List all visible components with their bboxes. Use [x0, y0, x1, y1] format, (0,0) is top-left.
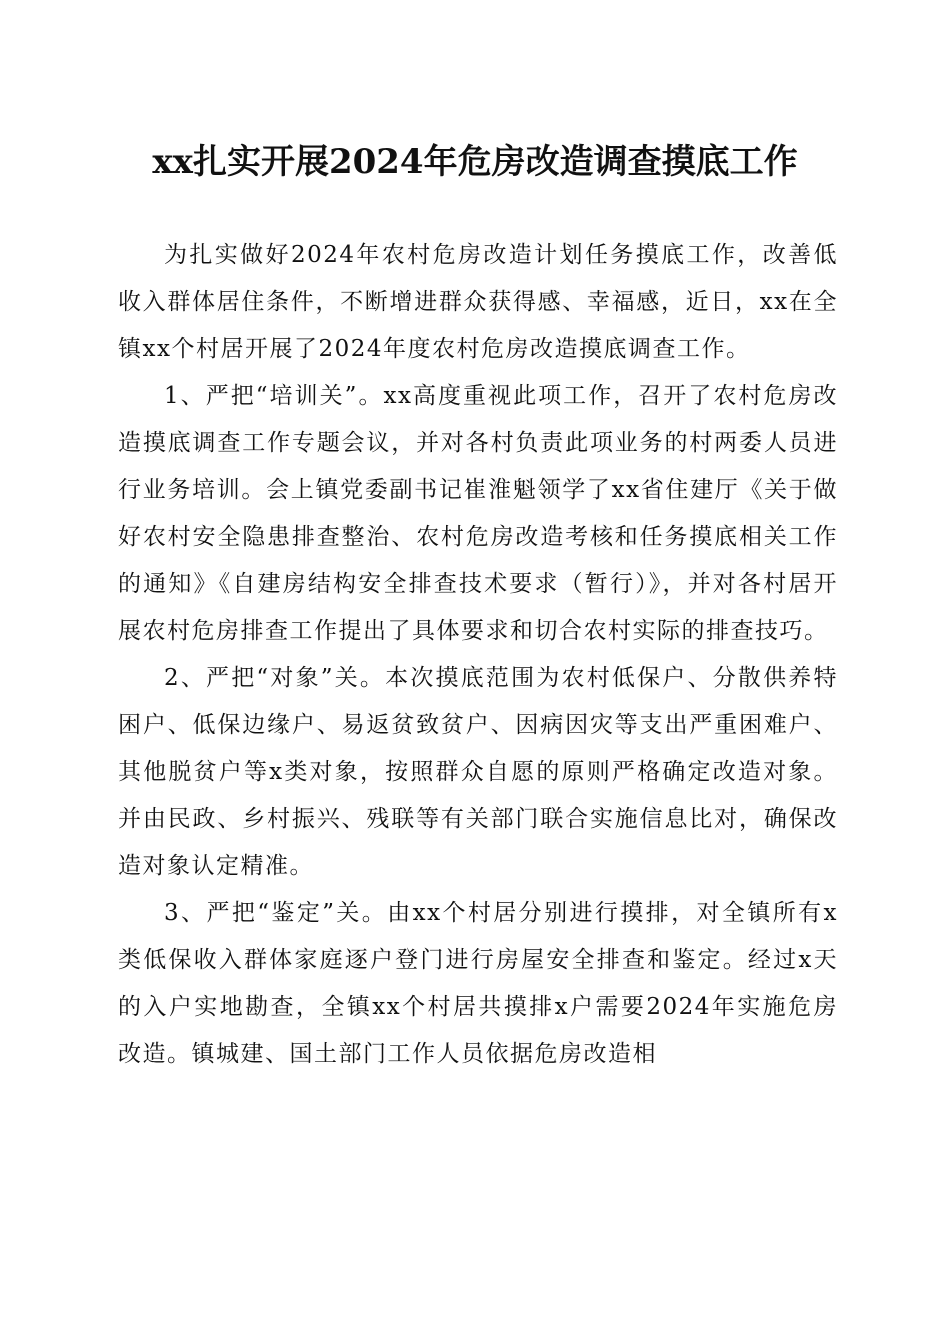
- document-title: xx扎实开展2024年危房改造调查摸底工作: [152, 142, 798, 182]
- paragraph-targets: 2、严把“对象”关。本次摸底范围为农村低保户、分散供养特困户、低保边缘户、易返贫致贫户、因病因灾等支出严重困难户、其他脱贫户等x类对象，按照群众自愿的原则严格确定改造对象。并由民政、乡村振兴、残联等有关部门联合实施信息比对，确保改造对象认定精准。: [118, 665, 838, 879]
- paragraph-intro: 为扎实做好2024年农村危房改造计划任务摸底工作，改善低收入群体居住条件，不断增进群众获得感、幸福感，近日，xx在全镇xx个村居开展了2024年度农村危房改造摸底调查工作。: [118, 242, 838, 362]
- document-body: [118, 232, 838, 1078]
- paragraph-appraisal: 3、严把“鉴定”关。由xx个村居分别进行摸排，对全镇所有x类低保收入群体家庭逐户登门进行房屋安全排查和鉴定。经过x天的入户实地勘查，全镇xx个村居共摸排x户需要2024年实施危房改造。镇城建、国土部门工作人员依据危房改造相: [118, 900, 838, 1067]
- paragraph-training: 1、严把“培训关”。xx高度重视此项工作，召开了农村危房改造摸底调查工作专题会议，并对各村负责此项业务的村两委人员进行业务培训。会上镇党委副书记崔淮魁领学了xx省住建厅《关于做好农村安全隐患排查整治、农村危房改造考核和任务摸底相关工作的通知》《自建房结构安全排查技术要求（暂行）》，并对各村居开展农村危房排查工作提出了具体要求和切合农村实际的排查技巧。: [118, 383, 838, 644]
